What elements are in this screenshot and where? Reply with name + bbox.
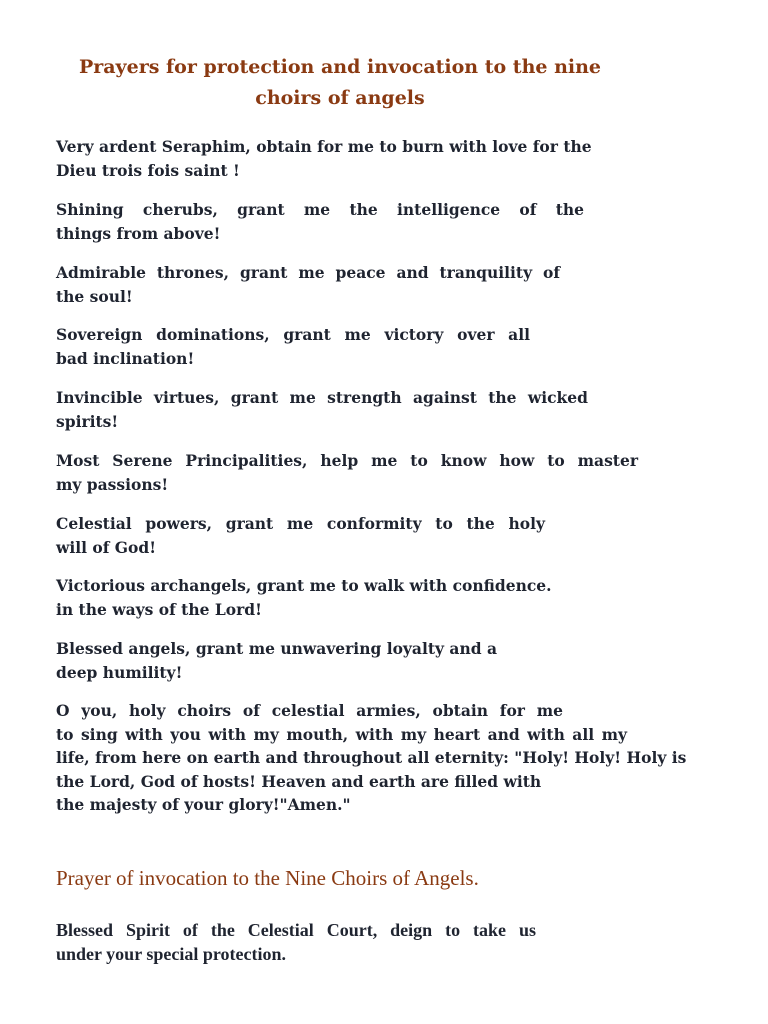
- prayer-virtues: [56, 386, 588, 433]
- prayer-angels: [56, 637, 516, 684]
- prayer-line: Admirable thrones, grant me peace and tranquility of: [56, 263, 560, 282]
- prayer-line: to sing with you with my mouth, with my heart and with all my: [56, 724, 627, 744]
- section-heading: Prayer of invocation to the Nine Choirs of Angels.: [56, 866, 479, 890]
- prayer-line: Invincible virtues, grant me strength against the wicked: [56, 388, 588, 407]
- prayer-line: Celestial powers, grant me conformity to the holy: [56, 514, 545, 533]
- prayer-line: Blessed Spirit of the Celestial Court, deign to take us: [56, 920, 536, 940]
- title-line-2: choirs of angels: [255, 87, 425, 109]
- prayer-line: life, from here on earth and throughout all eternity: "Holy! Holy! Holy is: [56, 748, 687, 767]
- prayer-dominations: [56, 323, 530, 370]
- prayer-line: Dieu trois fois saint !: [56, 160, 240, 180]
- closing-prayer: [56, 699, 687, 817]
- prayer-line: Sovereign dominations, grant me victory over all: [56, 325, 530, 344]
- page-title: [40, 52, 640, 114]
- prayer-archangels: [56, 574, 576, 621]
- prayer-line: O you, holy choirs of celestial armies, obtain for me: [56, 701, 563, 720]
- prayer-line: the majesty of your glory!"Amen.": [56, 795, 351, 814]
- prayer-line: under your special protection.: [56, 943, 287, 964]
- prayer-line: Most Serene Principalities, help me to know how to master: [56, 451, 638, 470]
- prayer-line: bad inclination!: [56, 348, 195, 368]
- prayer-line: Victorious archangels, grant me to walk with confidence.: [56, 576, 552, 595]
- prayer-line: the soul!: [56, 286, 133, 306]
- prayer-powers: [56, 512, 545, 559]
- prayer-line: the Lord, God of hosts! Heaven and earth are filled with: [56, 771, 542, 791]
- prayer-seraphim: [56, 135, 591, 182]
- prayer-line: spirits!: [56, 411, 119, 431]
- prayer-line: things from above!: [56, 223, 221, 243]
- prayer-line: my passions!: [56, 474, 169, 494]
- prayer-line: Very ardent Seraphim, obtain for me to burn with love for the: [56, 137, 592, 156]
- title-line-1: Prayers for protection and invocation to the nine: [78, 56, 602, 78]
- prayer-line: deep humility!: [56, 662, 183, 682]
- prayer-line: will of God!: [56, 537, 157, 557]
- prayer-line: in the ways of the Lord!: [56, 599, 262, 619]
- prayer-principalities: [56, 449, 638, 496]
- prayer-line: Blessed angels, grant me unwavering loyalty and a: [56, 639, 498, 658]
- prayer-cherubs: [56, 198, 584, 245]
- celestial-court-prayer: [56, 919, 536, 966]
- prayer-thrones: [56, 261, 560, 308]
- prayer-line: Shining cherubs, grant me the intelligence of the: [56, 200, 584, 219]
